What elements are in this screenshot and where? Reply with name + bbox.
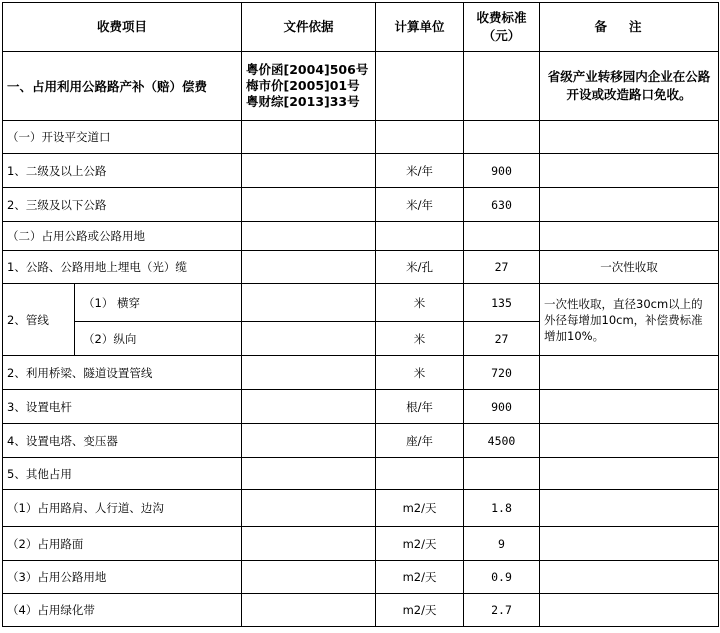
table-row [3, 222, 719, 251]
table-row [3, 424, 719, 458]
row-unit: 米 [376, 284, 464, 322]
basis-line-2: 梅市价[2005]01号 [246, 78, 360, 93]
row-value: 27 [464, 251, 540, 284]
header-item: 收费项目 [3, 3, 242, 52]
row-value [464, 222, 540, 251]
row-note: 一次性收取 [540, 251, 719, 284]
table-row [3, 154, 719, 188]
row-unit: m2/天 [376, 490, 464, 527]
row-item: 5、其他占用 [3, 458, 242, 490]
row-unit: 米/年 [376, 188, 464, 222]
basis-line-1: 粤价函[2004]506号 [246, 62, 369, 77]
row-unit: 座/年 [376, 424, 464, 458]
row-value: 1.8 [464, 490, 540, 527]
row-note [540, 121, 719, 154]
row-note [540, 188, 719, 222]
table-row [3, 121, 719, 154]
row-item: （3）占用公路用地 [3, 561, 242, 594]
row-unit: m2/天 [376, 527, 464, 561]
row-item: 1、公路、公路用地上埋电（光）缆 [3, 251, 242, 284]
row-value [464, 458, 540, 490]
header-unit: 计算单位 [376, 3, 464, 52]
section-title: 一、占用利用公路路产补（赔）偿费 [3, 52, 242, 121]
table-row [3, 490, 719, 527]
pipeline-label: 2、管线 [3, 284, 75, 356]
row-item: （2）占用路面 [3, 527, 242, 561]
fee-table [2, 2, 719, 627]
table-row [3, 527, 719, 561]
row-unit: 根/年 [376, 390, 464, 424]
section-row [3, 52, 719, 121]
header-basis: 文件依据 [242, 3, 376, 52]
row-item: 2、利用桥梁、隧道设置管线 [3, 356, 242, 390]
row-item: （2）纵向 [75, 322, 242, 356]
row-unit [376, 458, 464, 490]
row-item: （4）占用绿化带 [3, 594, 242, 627]
row-item: （一）开设平交道口 [3, 121, 242, 154]
row-note [540, 154, 719, 188]
row-unit: 米/孔 [376, 251, 464, 284]
row-value: 720 [464, 356, 540, 390]
row-note [540, 222, 719, 251]
table-row [3, 188, 719, 222]
table-row [3, 356, 719, 390]
row-unit: m2/天 [376, 594, 464, 627]
table-row [3, 561, 719, 594]
row-value [464, 121, 540, 154]
row-unit [376, 222, 464, 251]
table-row [3, 390, 719, 424]
row-item: 3、设置电杆 [3, 390, 242, 424]
header-standard [464, 3, 540, 52]
row-value: 27 [464, 322, 540, 356]
row-item: （1） 横穿 [75, 284, 242, 322]
row-unit: 米 [376, 322, 464, 356]
pipeline-note: 一次性收取，直径30cm以上的外径每增加10cm，补偿费标准增加10%。 [540, 284, 719, 356]
row-value: 4500 [464, 424, 540, 458]
row-unit: 米 [376, 356, 464, 390]
header-standard-line1: 收费标准 [476, 10, 527, 25]
header-row [3, 3, 719, 52]
row-value: 900 [464, 154, 540, 188]
row-value: 135 [464, 284, 540, 322]
row-value: 0.9 [464, 561, 540, 594]
section-basis [242, 52, 376, 121]
row-item: （1）占用路肩、人行道、边沟 [3, 490, 242, 527]
table-row [3, 594, 719, 627]
row-item: 4、设置电塔、变压器 [3, 424, 242, 458]
table-row [3, 458, 719, 490]
row-item: 1、二级及以上公路 [3, 154, 242, 188]
header-standard-line2: （元） [482, 28, 521, 43]
row-unit: 米/年 [376, 154, 464, 188]
row-value: 630 [464, 188, 540, 222]
table-row [3, 251, 719, 284]
row-value: 2.7 [464, 594, 540, 627]
row-value: 900 [464, 390, 540, 424]
row-item: 2、三级及以下公路 [3, 188, 242, 222]
row-value: 9 [464, 527, 540, 561]
row-unit: m2/天 [376, 561, 464, 594]
section-note: 省级产业转移园内企业在公路开设或改造路口免收。 [540, 52, 719, 121]
row-item: （二）占用公路或公路用地 [3, 222, 242, 251]
table-row [3, 284, 719, 322]
basis-line-3: 粤财综[2013]33号 [246, 94, 360, 109]
header-note: 备注 [540, 3, 719, 52]
row-unit [376, 121, 464, 154]
